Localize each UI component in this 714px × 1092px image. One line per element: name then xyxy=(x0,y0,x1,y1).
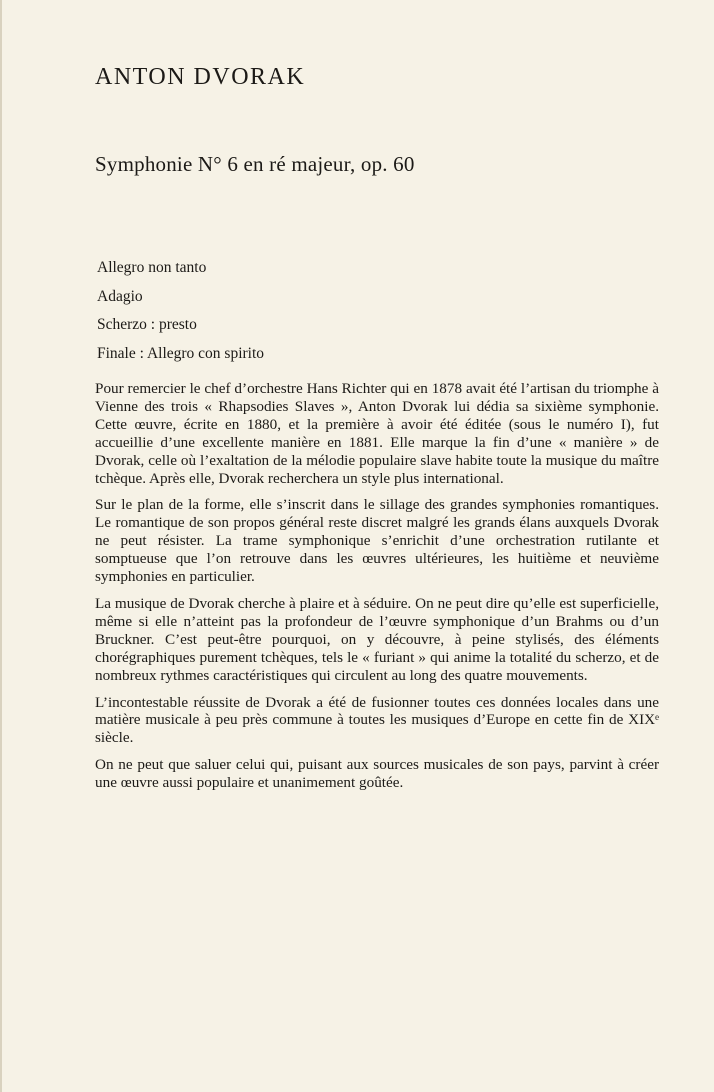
paragraph: L’incontestable réussite de Dvorak a été de fusionner toutes ces données locales dans une matière musicale à peu près commune à toutes les musiques d’Europe en cette fin de XIXᵉ siècle. xyxy=(95,693,659,747)
movement-item: Allegro non tanto xyxy=(97,259,207,276)
movement-item: Adagio xyxy=(97,287,143,305)
paragraph: Sur le plan de la forme, elle s’inscrit dans le sillage des grandes symphonies romantiques. Le romantique de son propos général reste discret malgré les grands élans auxquels Dvorak ne peut résister. La trame symphonique s’enrichit d’une orchestration rutilante et somptueuse que l’on retrouve dans les œuvres ultérieures, les huitième et neuvième symphonies en particulier. xyxy=(95,496,659,586)
paragraph: Pour remercier le chef d’orchestre Hans Richter qui en 1878 avait été l’artisan du triomphe à Vienne des trois « Rhapsodies Slaves », Anton Dvorak lui dédia sa sixième symphonie. Cette œuvre, écrite en 1880, et la première à avoir été éditée (sous le numéro I), fut accueillie d’une excellente manière en 1881. Elle marque la fin d’une « manière » de Dvorak, celle où l’exaltation de la mélodie populaire slave habite toute la musique du maître tchèque. Après elle, Dvorak recherchera un style plus international. xyxy=(95,380,659,487)
composer-heading: ANTON DVORAK xyxy=(95,64,306,90)
movement-item: Finale : Allegro con spirito xyxy=(97,344,265,362)
movement-list xyxy=(97,258,264,372)
work-title: Symphonie N° 6 en ré majeur, op. 60 xyxy=(95,152,415,176)
program-notes xyxy=(95,380,659,801)
paragraph: On ne peut que saluer celui qui, puisant aux sources musicales de son pays, parvint à créer une œuvre aussi populaire et unanimement goûtée. xyxy=(95,756,659,792)
movement-item: Scherzo : presto xyxy=(97,316,197,333)
paragraph: La musique de Dvorak cherche à plaire et à séduire. On ne peut dire qu’elle est superficielle, même si elle n’atteint pas la profondeur de l’œuvre symphonique d’un Brahms ou d’un Bruckner. C’est peut-être pourquoi, on y découvre, à peine stylisés, des éléments chorégraphiques purement tchèques, tels le « furiant » qui anime la totalité du scherzo, et de nombreux rythmes caractéristiques qui circulent au long des quatre mouvements. xyxy=(95,594,659,684)
